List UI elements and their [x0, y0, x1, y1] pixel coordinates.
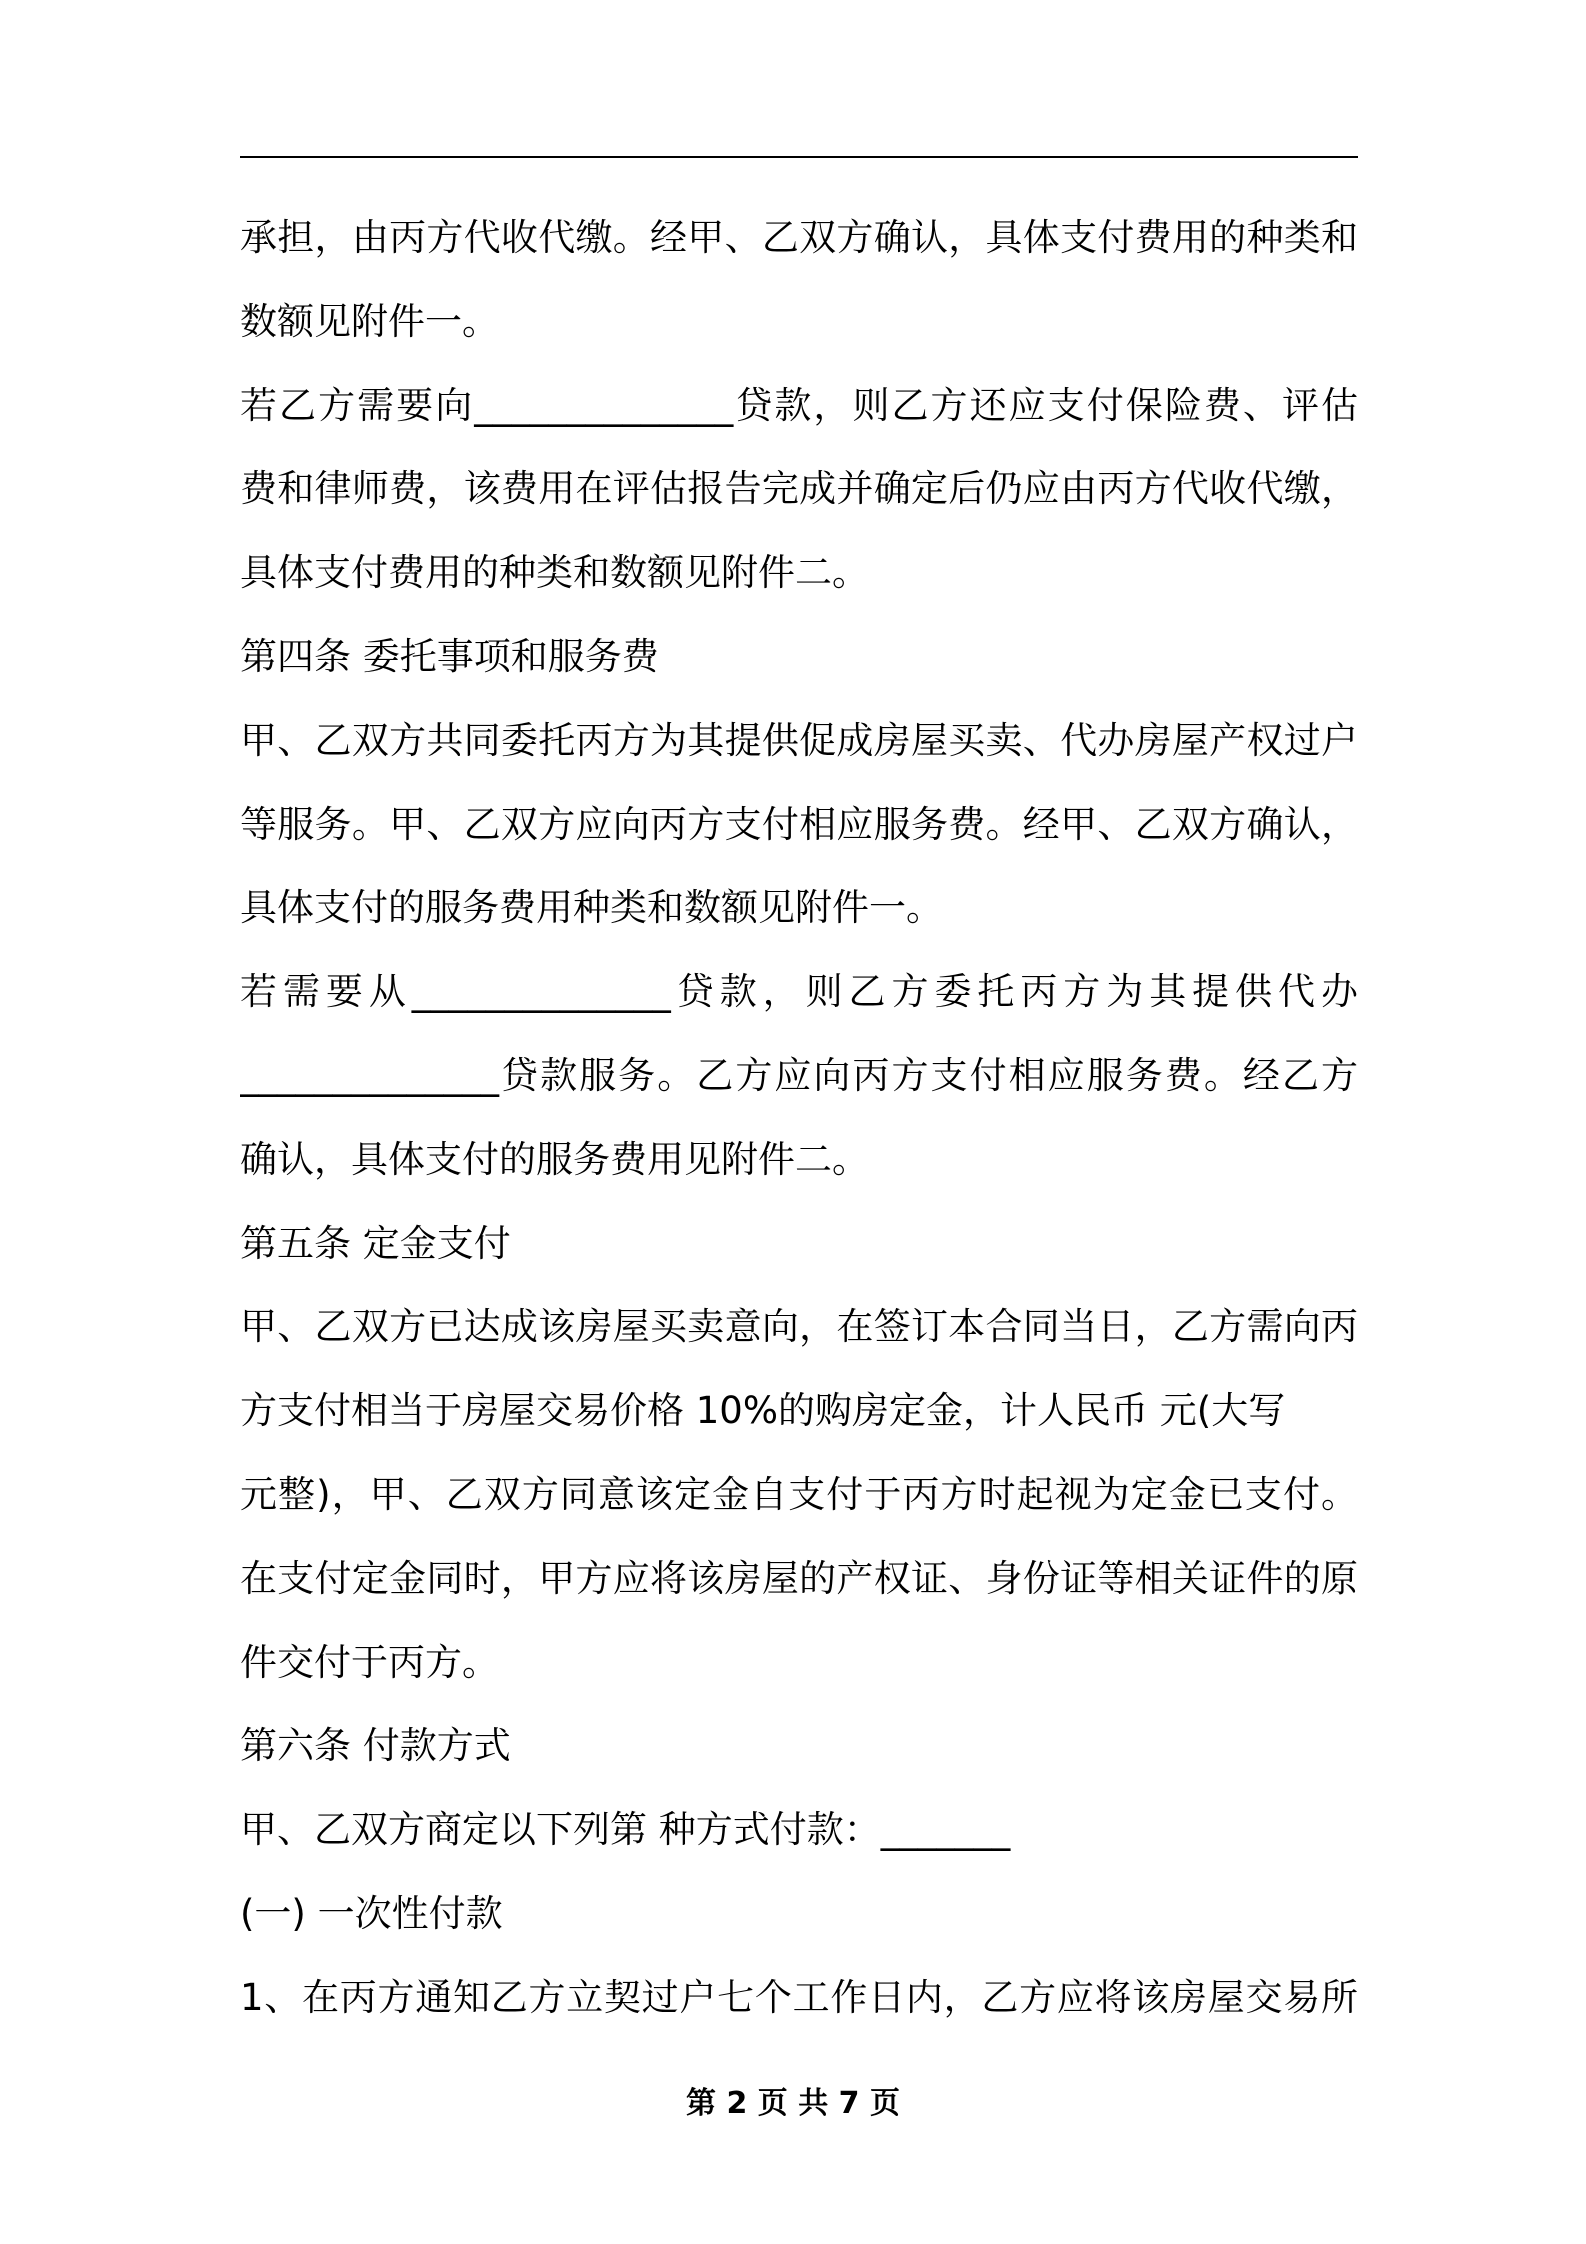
text-line: 费和律师费，该费用在评估报告完成并确定后仍应由丙方代收代缴，	[240, 467, 1358, 511]
text-line: 第五条 定金支付	[240, 1221, 511, 1265]
text-line: 在支付定金同时，甲方应将该房屋的产权证、身份证等相关证件的原	[240, 1556, 1358, 1600]
text-line: 甲、乙双方商定以下列第 种方式付款：_______	[240, 1808, 1011, 1852]
text-line: 具体支付的服务费用种类和数额见附件一。	[240, 886, 943, 930]
text-line: 具体支付费用的种类和数额见附件二。	[240, 551, 869, 595]
header-rule	[240, 156, 1358, 158]
text-line: 承担，由丙方代收代缴。经甲、乙双方确认，具体支付费用的种类和	[240, 216, 1358, 259]
text-line: 件交付于丙方。	[240, 1640, 499, 1684]
text-line: 等服务。甲、乙双方应向丙方支付相应服务费。经甲、乙双方确认，	[240, 802, 1358, 846]
text-line: (一) 一次性付款	[240, 1891, 503, 1935]
text-line: 若需要从______________贷款，则乙方委托丙方为其提供代办	[240, 970, 1358, 1014]
text-line: 甲、乙双方已达成该房屋买卖意向，在签订本合同当日，乙方需向丙	[240, 1305, 1358, 1349]
text-line: 第四条 委托事项和服务费	[240, 634, 659, 678]
page-number: 第 2 页 共 7 页	[686, 2086, 900, 2121]
text-line: 确认，具体支付的服务费用见附件二。	[240, 1137, 869, 1181]
text-line: 甲、乙双方共同委托丙方为其提供促成房屋买卖、代办房屋产权过户	[240, 718, 1358, 762]
text-line: 元整)，甲、乙双方同意该定金自支付于丙方时起视为定金已支付。	[240, 1472, 1358, 1516]
text-line: 第六条 付款方式	[240, 1724, 511, 1768]
text-line: ______________贷款服务。乙方应向丙方支付相应服务费。经乙方	[240, 1053, 1358, 1097]
text-line: 若乙方需要向______________贷款，则乙方还应支付保险费、评估	[240, 383, 1358, 427]
text-line: 1、在丙方通知乙方立契过户七个工作日内，乙方应将该房屋交易所	[240, 1975, 1358, 2019]
document-body	[240, 196, 1358, 2040]
text-line: 方支付相当于房屋交易价格 10%的购房定金，计人民币 元(大写	[240, 1389, 1286, 1433]
text-line: 数额见附件一。	[240, 299, 499, 343]
